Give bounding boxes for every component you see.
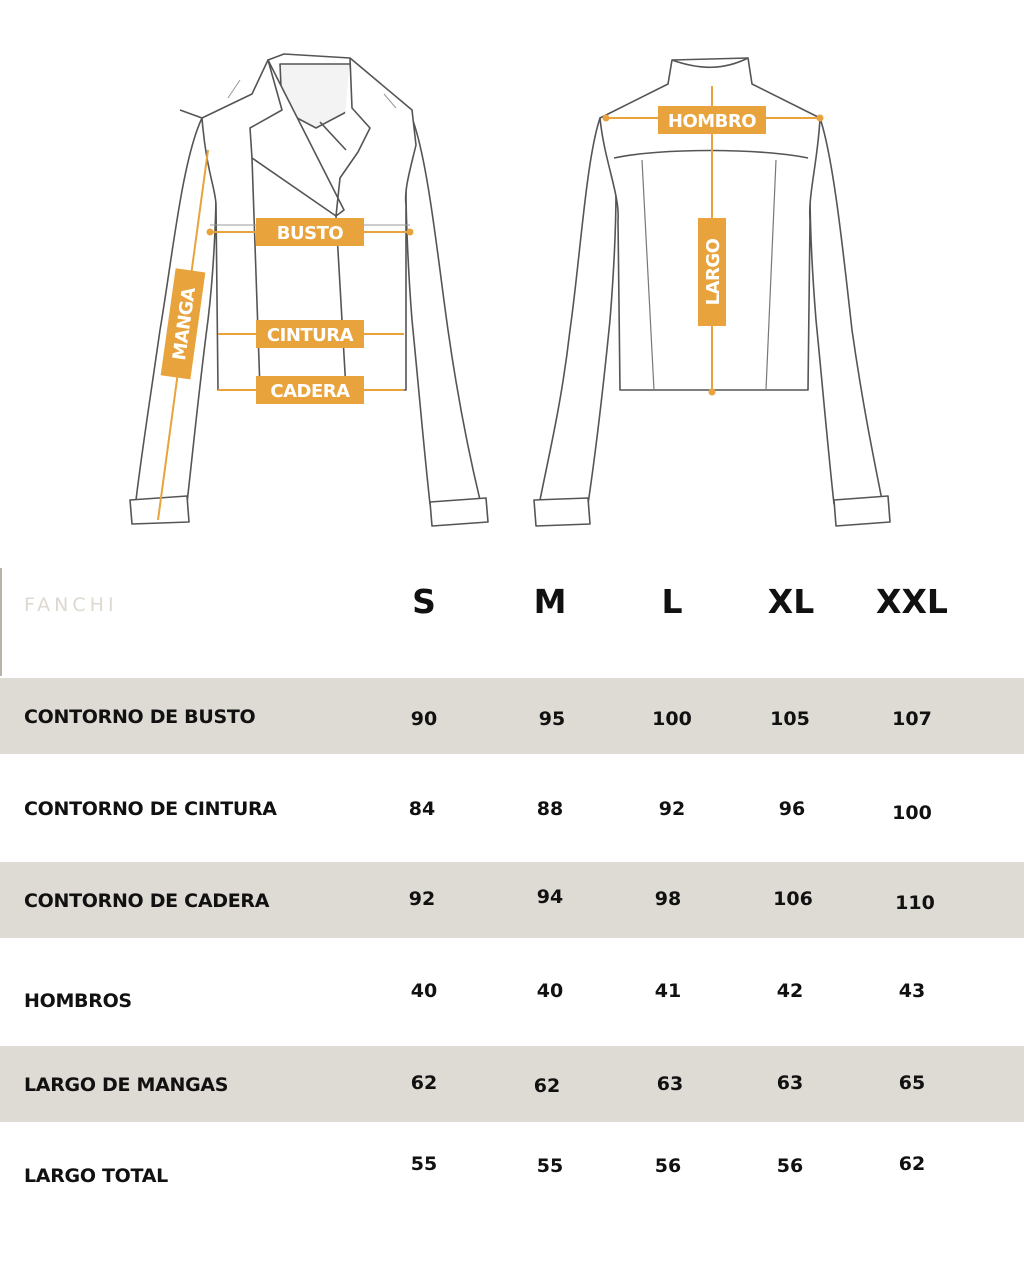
table-cell: 96 [778,798,806,820]
table-cell: 105 [770,708,810,730]
table-cell: 90 [410,708,438,730]
label-largo-text: LARGO [703,238,724,306]
label-cadera [256,376,364,404]
label-cintura-text: CINTURA [266,325,354,346]
label-hombro [658,106,766,134]
row-label: LARGO TOTAL [24,1165,168,1187]
table-cell: 40 [410,980,438,1002]
table-cell: 63 [656,1073,684,1095]
row-label: HOMBROS [24,990,132,1012]
label-hombro-text: HOMBRO [667,111,757,132]
table-cell: 62 [898,1153,926,1175]
table-row-cadera [0,862,1024,938]
table-cell: 56 [776,1155,804,1177]
table-cell: 42 [776,980,804,1002]
row-label: CONTORNO DE CINTURA [24,798,277,820]
label-cintura [256,320,364,348]
table-cell: 94 [536,886,564,908]
table-cell: 40 [536,980,564,1002]
table-cell: 95 [538,708,566,730]
size-header-m: M [533,582,567,621]
table-cell: 65 [898,1072,926,1094]
label-largo [698,218,726,326]
table-cell: 56 [654,1155,682,1177]
table-cell: 41 [654,980,682,1002]
table-cell: 100 [652,708,692,730]
table-row-cintura [0,754,1024,862]
table-cell: 88 [536,798,564,820]
row-label: CONTORNO DE CADERA [24,890,270,912]
table-cell: 107 [892,708,932,730]
label-busto-text: BUSTO [276,223,344,244]
table-cell: 55 [536,1155,564,1177]
table-cell: 84 [408,798,436,820]
size-header-l: L [661,582,683,621]
table-row-largo-mangas [0,1046,1024,1122]
size-header-s: S [412,582,436,621]
table-cell: 62 [533,1075,561,1097]
table-cell: 110 [895,892,935,914]
table-cell: 98 [654,888,682,910]
table-row-busto [0,678,1024,754]
size-header-xl: XL [767,582,815,621]
jacket-measurement-illustration [0,0,1024,545]
table-cell: 100 [892,802,932,824]
label-busto [256,218,364,246]
table-cell: 55 [410,1153,438,1175]
table-cell: 62 [410,1072,438,1094]
table-cell: 63 [776,1072,804,1094]
row-label: LARGO DE MANGAS [24,1074,229,1096]
table-row-hombros [0,938,1024,1046]
label-manga-text: MANGA [169,286,200,362]
header-left-rule [0,568,2,676]
table-cell: 92 [408,888,436,910]
table-cell: 43 [898,980,926,1002]
table-row-largo-total [0,1122,1024,1230]
brand-name: FANCHI [24,594,118,616]
row-label: CONTORNO DE BUSTO [24,706,256,728]
table-cell: 92 [658,798,686,820]
size-header-xxl: XXL [876,582,948,621]
label-cadera-text: CADERA [270,381,350,402]
table-cell: 106 [773,888,813,910]
